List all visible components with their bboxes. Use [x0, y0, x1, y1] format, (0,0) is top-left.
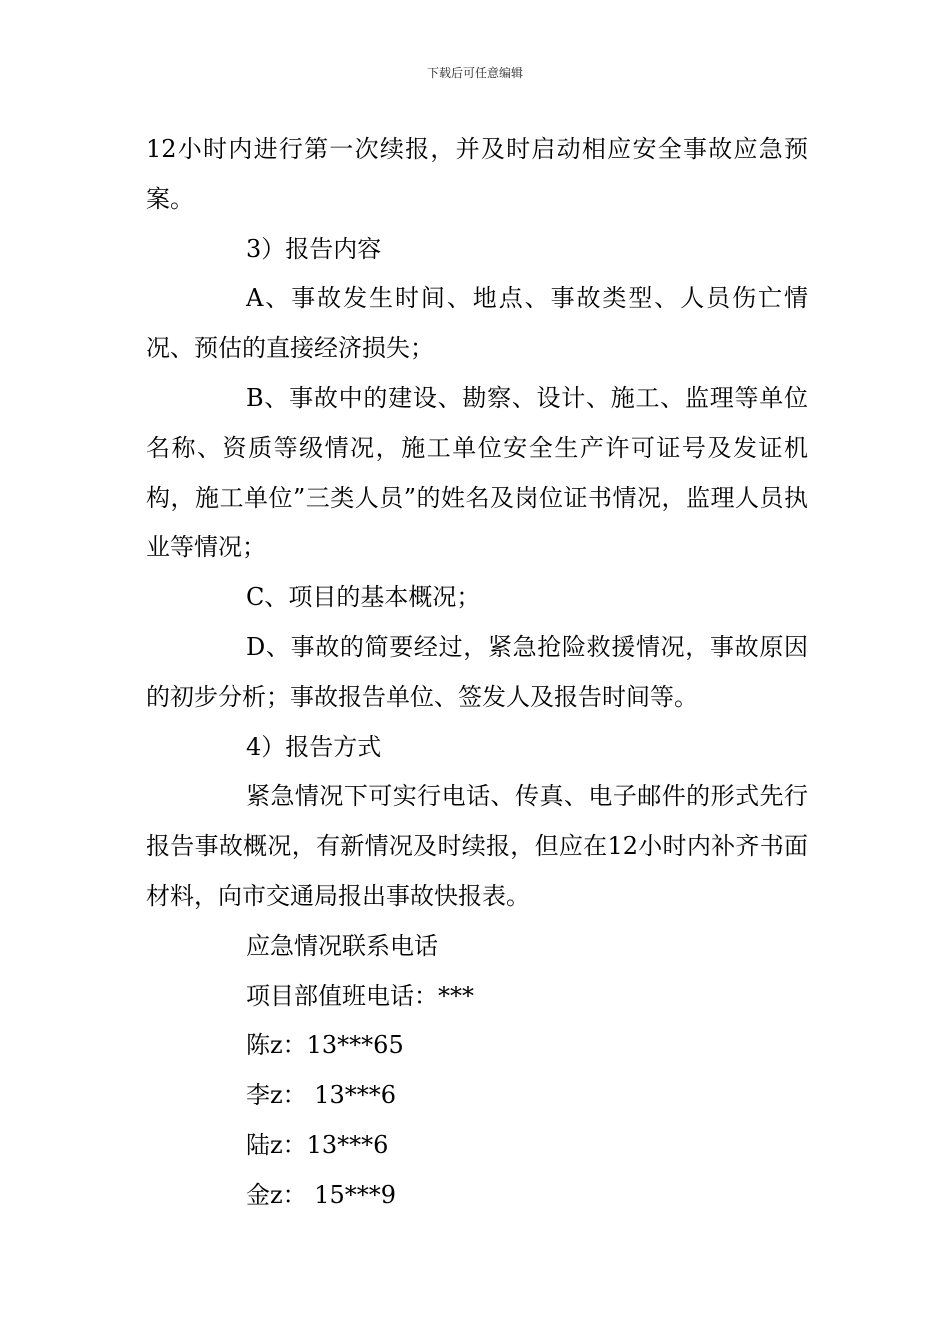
contact-line: 陈z：13***65 — [246, 1031, 404, 1060]
document-body — [146, 125, 808, 1221]
duty-phone: 项目部值班电话：*** — [246, 981, 474, 1010]
contacts-title: 应急情况联系电话 — [246, 931, 438, 960]
paragraph-item-b: B、事故中的建设、勘察、设计、施工、监理等单位名称、资质等级情况，施工单位安全生产许可证号及发证机构，施工单位”三类人员”的姓名及岗位证书情况，监理人员执业等情况； — [146, 383, 808, 562]
paragraph-item-d: D、事故的简要经过，紧急抢险救援情况，事故原因的初步分析；事故报告单位、签发人及报告时间等。 — [146, 632, 808, 711]
paragraph-item-a: A、事故发生时间、地点、事故类型、人员伤亡情况、预估的直接经济损失； — [146, 284, 808, 363]
page-header-note: 下载后可任意编辑 — [426, 66, 523, 80]
contact-line: 金z： 15***9 — [246, 1180, 397, 1209]
paragraph-report-method: 紧急情况下可实行电话、传真、电子邮件的形式先行报告事故概况，有新情况及时续报，但应在12小时内补齐书面材料，向市交通局报出事故快报表。 — [146, 782, 808, 910]
paragraph-item-c: C、项目的基本概况； — [246, 583, 481, 612]
section-heading-report-content: 3）报告内容 — [246, 234, 382, 263]
section-heading-report-method: 4）报告方式 — [246, 732, 382, 761]
paragraph-continuation: 12小时内进行第一次续报，并及时启动相应安全事故应急预案。 — [146, 135, 808, 213]
contact-line: 李z： 13***6 — [246, 1081, 397, 1110]
contact-line: 陆z：13***6 — [246, 1130, 389, 1159]
